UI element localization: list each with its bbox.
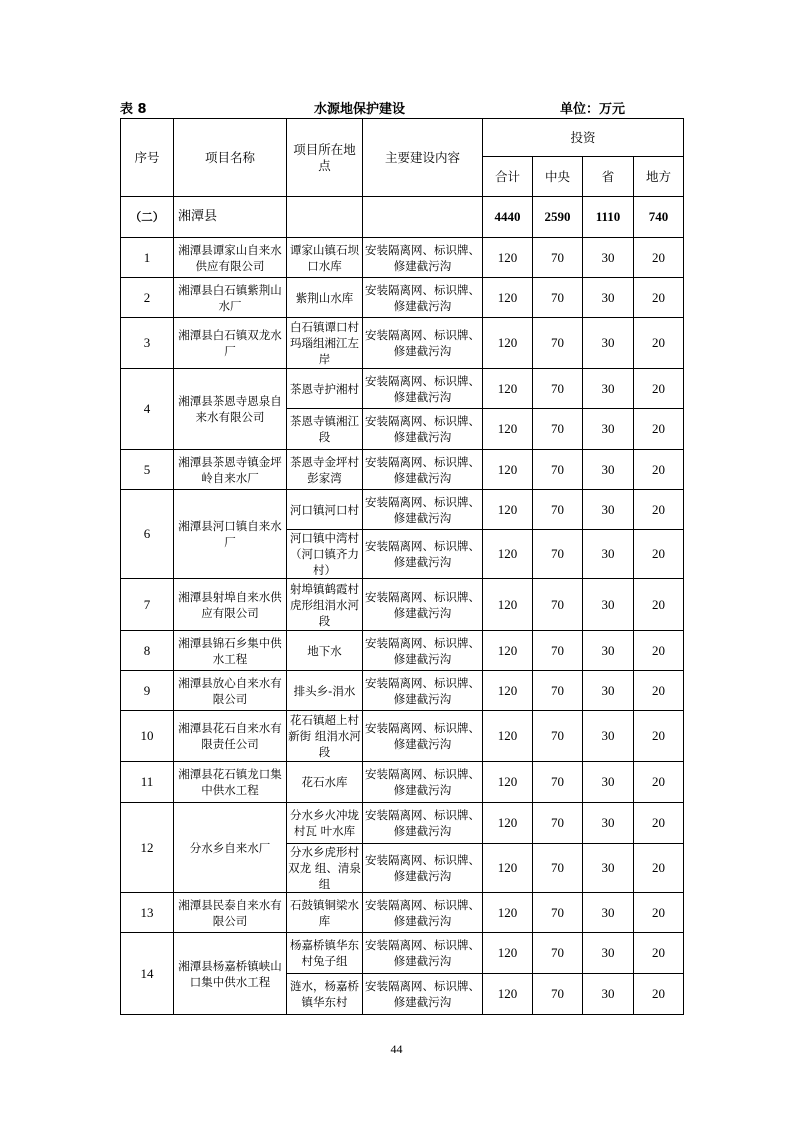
project-name: 湘潭县谭家山自来水供应有限公司 — [174, 238, 287, 278]
invest-province: 30 — [583, 844, 634, 893]
project-content: 安装隔离网、标识牌、修建截污沟 — [363, 490, 483, 530]
project-location: 茶恩寺金坪村彭家湾 — [287, 450, 363, 490]
table-row — [121, 450, 684, 490]
invest-province: 30 — [583, 711, 634, 762]
project-name: 湘潭县白石镇双龙水厂 — [174, 318, 287, 369]
invest-province: 30 — [583, 530, 634, 579]
project-location: 石鼓镇铜梁水库 — [287, 893, 363, 933]
project-content: 安装隔离网、标识牌、修建截污沟 — [363, 238, 483, 278]
invest-province: 30 — [583, 671, 634, 711]
invest-total: 120 — [483, 450, 533, 490]
total-province: 1110 — [583, 197, 634, 238]
project-location: 花石镇超上村新街 组涓水河段 — [287, 711, 363, 762]
invest-total: 120 — [483, 530, 533, 579]
project-name: 湘潭县茶恩寺镇金坪岭自来水厂 — [174, 450, 287, 490]
total-name: 湘潭县 — [174, 197, 287, 238]
total-sum: 4440 — [483, 197, 533, 238]
invest-total: 120 — [483, 762, 533, 803]
invest-total: 120 — [483, 369, 533, 409]
project-name: 湘潭县花石自来水有限责任公司 — [174, 711, 287, 762]
page-number: 44 — [390, 1042, 403, 1056]
invest-province: 30 — [583, 318, 634, 369]
header-central: 中央 — [533, 157, 583, 197]
invest-local: 20 — [634, 530, 684, 579]
total-local: 740 — [634, 197, 684, 238]
invest-total: 120 — [483, 238, 533, 278]
project-location: 花石水库 — [287, 762, 363, 803]
invest-central: 70 — [533, 318, 583, 369]
invest-local: 20 — [634, 893, 684, 933]
invest-total: 120 — [483, 631, 533, 671]
project-seq: 3 — [121, 318, 174, 369]
project-location: 分水乡火冲垅村瓦 叶水库 — [287, 803, 363, 844]
table-row — [121, 803, 684, 844]
project-location: 分水乡虎形村双龙 组、清泉组 — [288, 845, 361, 891]
invest-province: 30 — [583, 409, 634, 450]
invest-local: 20 — [634, 450, 684, 490]
table-row — [121, 369, 684, 409]
invest-local: 20 — [634, 803, 684, 844]
project-content: 安装隔离网、标识牌、修建截污沟 — [363, 530, 483, 579]
header-invest: 投资 — [483, 119, 684, 157]
project-location: 紫荆山水库 — [287, 278, 363, 318]
project-seq: 2 — [121, 278, 174, 318]
project-seq: 12 — [121, 803, 174, 893]
invest-local: 20 — [634, 369, 684, 409]
project-seq: 7 — [121, 579, 174, 631]
table-row — [121, 933, 684, 974]
project-content: 安装隔离网、标识牌、修建截污沟 — [363, 369, 483, 409]
invest-local: 20 — [634, 278, 684, 318]
invest-local: 20 — [634, 711, 684, 762]
project-location: 茶恩寺护湘村 — [287, 369, 363, 409]
table-row — [121, 278, 684, 318]
project-content: 安装隔离网、标识牌、修建截污沟 — [363, 844, 483, 893]
invest-province: 30 — [583, 631, 634, 671]
invest-province: 30 — [583, 278, 634, 318]
project-content: 安装隔离网、标识牌、修建截污沟 — [363, 803, 483, 844]
project-content: 安装隔离网、标识牌、修建截污沟 — [363, 631, 483, 671]
invest-province: 30 — [583, 579, 634, 631]
project-seq: 11 — [121, 762, 174, 803]
invest-total: 120 — [483, 579, 533, 631]
project-name: 湘潭县花石镇龙口集中供水工程 — [174, 762, 287, 803]
project-location: 排头乡-涓水 — [287, 671, 363, 711]
project-name: 湘潭县白石镇紫荆山水厂 — [174, 278, 287, 318]
project-seq: 5 — [121, 450, 174, 490]
invest-central: 70 — [533, 579, 583, 631]
project-seq: 10 — [121, 711, 174, 762]
invest-total: 120 — [483, 278, 533, 318]
project-location: 地下水 — [287, 631, 363, 671]
project-seq: 8 — [121, 631, 174, 671]
invest-central: 70 — [533, 631, 583, 671]
project-location: 河口镇河口村 — [287, 490, 363, 530]
header-total: 合计 — [483, 157, 533, 197]
project-name: 湘潭县锦石乡集中供水工程 — [174, 631, 287, 671]
total-central: 2590 — [533, 197, 583, 238]
invest-total: 120 — [483, 803, 533, 844]
project-location: 杨嘉桥镇华东村兔子组 — [287, 933, 363, 974]
invest-total: 120 — [483, 318, 533, 369]
project-seq: 1 — [121, 238, 174, 278]
invest-central: 70 — [533, 369, 583, 409]
invest-local: 20 — [634, 579, 684, 631]
invest-central: 70 — [533, 803, 583, 844]
invest-total: 120 — [483, 409, 533, 450]
total-content — [363, 197, 483, 238]
table-row — [121, 490, 684, 530]
table-row — [121, 238, 684, 278]
invest-total: 120 — [483, 974, 533, 1015]
header-province: 省 — [583, 157, 634, 197]
invest-province: 30 — [583, 238, 634, 278]
project-seq: 6 — [121, 490, 174, 579]
invest-province: 30 — [583, 893, 634, 933]
total-location — [287, 197, 363, 238]
project-seq: 14 — [121, 933, 174, 1015]
project-content: 安装隔离网、标识牌、修建截污沟 — [363, 318, 483, 369]
project-content: 安装隔离网、标识牌、修建截污沟 — [363, 762, 483, 803]
invest-central: 70 — [533, 933, 583, 974]
invest-total: 120 — [483, 893, 533, 933]
invest-total: 120 — [483, 844, 533, 893]
project-name: 湘潭县民泰自来水有限公司 — [174, 893, 287, 933]
header-content: 主要建设内容 — [363, 119, 483, 197]
invest-total: 120 — [483, 711, 533, 762]
project-seq: 9 — [121, 671, 174, 711]
project-name: 湘潭县杨嘉桥镇峡山口集中供水工程 — [174, 933, 287, 1015]
invest-total: 120 — [483, 933, 533, 974]
unit-label: 单位：万元 — [560, 102, 626, 117]
invest-local: 20 — [634, 671, 684, 711]
invest-central: 70 — [533, 671, 583, 711]
project-content: 安装隔离网、标识牌、修建截污沟 — [363, 974, 483, 1015]
invest-total: 120 — [483, 490, 533, 530]
project-content: 安装隔离网、标识牌、修建截污沟 — [363, 933, 483, 974]
invest-province: 30 — [583, 762, 634, 803]
invest-central: 70 — [533, 711, 583, 762]
invest-local: 20 — [634, 631, 684, 671]
invest-local: 20 — [634, 933, 684, 974]
table-title: 水源地保护建设 — [314, 102, 406, 117]
project-content: 安装隔离网、标识牌、修建截污沟 — [363, 671, 483, 711]
water-source-protection-table — [120, 118, 684, 1015]
project-location: 谭家山镇石坝口水库 — [287, 238, 363, 278]
invest-central: 70 — [533, 893, 583, 933]
invest-central: 70 — [533, 238, 583, 278]
project-location: 涟水，杨嘉桥镇华东村 — [287, 974, 363, 1015]
table-row — [121, 631, 684, 671]
invest-central: 70 — [533, 844, 583, 893]
invest-total: 120 — [483, 671, 533, 711]
header-name: 项目名称 — [174, 119, 287, 197]
project-seq: 4 — [121, 369, 174, 450]
invest-province: 30 — [583, 369, 634, 409]
table-row — [121, 318, 684, 369]
table-row — [121, 762, 684, 803]
county-total-row — [121, 197, 684, 238]
total-seq: （二） — [121, 197, 174, 238]
project-location: 河口镇中湾村（河口镇齐力村） — [287, 530, 363, 579]
invest-local: 20 — [634, 238, 684, 278]
invest-central: 70 — [533, 490, 583, 530]
invest-local: 20 — [634, 409, 684, 450]
invest-central: 70 — [533, 762, 583, 803]
project-content: 安装隔离网、标识牌、修建截污沟 — [363, 893, 483, 933]
project-name: 分水乡自来水厂 — [174, 803, 287, 893]
header-local: 地方 — [634, 157, 684, 197]
project-content: 安装隔离网、标识牌、修建截污沟 — [363, 409, 483, 450]
invest-central: 70 — [533, 530, 583, 579]
invest-central: 70 — [533, 409, 583, 450]
invest-province: 30 — [583, 933, 634, 974]
invest-local: 20 — [634, 844, 684, 893]
project-content: 安装隔离网、标识牌、修建截污沟 — [363, 579, 483, 631]
invest-province: 30 — [583, 803, 634, 844]
table-row — [121, 893, 684, 933]
project-location: 茶恩寺镇湘江段 — [287, 409, 363, 450]
project-content: 安装隔离网、标识牌、修建截污沟 — [363, 450, 483, 490]
project-seq: 13 — [121, 893, 174, 933]
invest-local: 20 — [634, 974, 684, 1015]
project-content: 安装隔离网、标识牌、修建截污沟 — [363, 278, 483, 318]
invest-local: 20 — [634, 762, 684, 803]
invest-local: 20 — [634, 490, 684, 530]
project-location: 白石镇谭口村玛瑙组湘江左岸 — [287, 318, 363, 369]
project-name: 湘潭县河口镇自来水厂 — [174, 490, 287, 579]
table-number: 表 8 — [120, 102, 147, 117]
invest-province: 30 — [583, 490, 634, 530]
invest-province: 30 — [583, 974, 634, 1015]
header-location: 项目所在地点 — [287, 119, 363, 197]
table-row — [121, 671, 684, 711]
invest-central: 70 — [533, 450, 583, 490]
table-caption — [120, 98, 676, 118]
invest-central: 70 — [533, 974, 583, 1015]
invest-central: 70 — [533, 278, 583, 318]
project-name: 湘潭县放心自来水有限公司 — [174, 671, 287, 711]
table-row — [121, 711, 684, 762]
invest-local: 20 — [634, 318, 684, 369]
project-name: 湘潭县射埠自来水供应有限公司 — [174, 579, 287, 631]
project-content: 安装隔离网、标识牌、修建截污沟 — [363, 711, 483, 762]
table-row — [121, 579, 684, 631]
header-seq: 序号 — [121, 119, 174, 197]
project-name: 湘潭县茶恩寺恩泉自来水有限公司 — [174, 369, 287, 450]
invest-province: 30 — [583, 450, 634, 490]
project-location: 射埠镇鹤霞村虎形组涓水河段 — [287, 579, 363, 631]
